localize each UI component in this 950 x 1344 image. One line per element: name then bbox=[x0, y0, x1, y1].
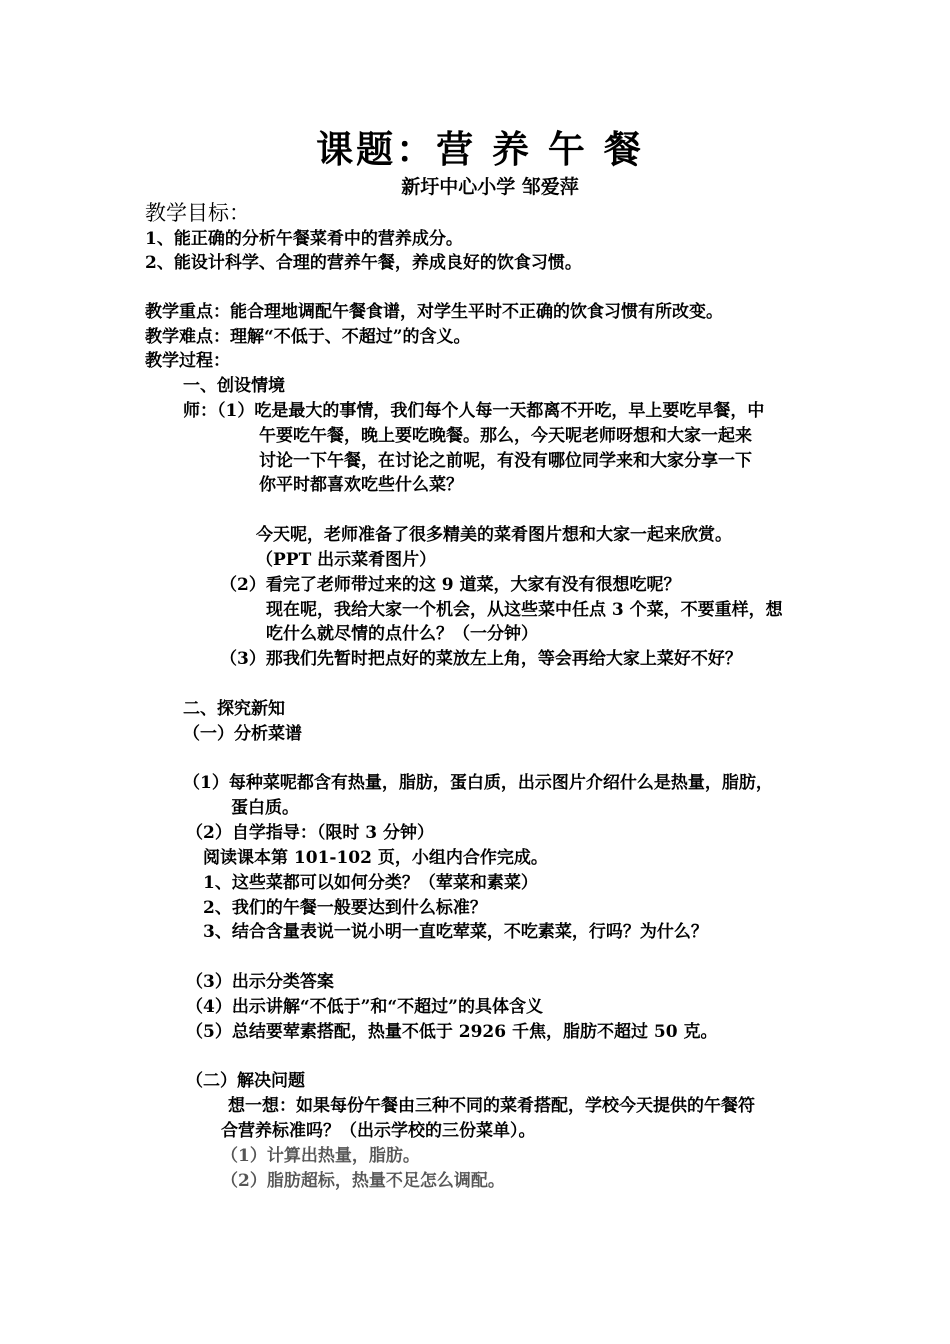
section-heading: 一、创设情境 bbox=[183, 376, 285, 396]
paragraph-line: 阅读课本第 101-102 页，小组内合作完成。 bbox=[203, 848, 548, 868]
subsection-heading: （一）分析菜谱 bbox=[183, 724, 302, 744]
paragraph-line: （1）每种菜呢都含有热量，脂肪，蛋白质，出示图片介绍什么是热量，脂肪， bbox=[183, 773, 773, 793]
paragraph-line: 想一想：如果每份午餐由三种不同的菜肴搭配，学校今天提供的午餐符 bbox=[228, 1096, 755, 1116]
paragraph-line: 蛋白质。 bbox=[231, 798, 299, 818]
difficulty: 教学难点：理解“不低于、不超过”的含义。 bbox=[145, 327, 471, 347]
paragraph-line: 讨论一下午餐，在讨论之前呢，有没有哪位同学来和大家分享一下 bbox=[259, 451, 752, 471]
paragraph-line: 午要吃午餐，晚上要吃晚餐。那么，今天呢老师呀想和大家一起来 bbox=[259, 426, 752, 446]
paragraph-line: （2）看完了老师带过来的这 9 道菜，大家有没有很想吃呢？ bbox=[220, 575, 681, 595]
paragraph-line: 现在呢，我给大家一个机会，从这些菜中任点 3 个菜，不要重样，想 bbox=[266, 600, 783, 620]
paragraph-line: 师：（1）吃是最大的事情，我们每个人每一天都离不开吃，早上要吃早餐，中 bbox=[183, 401, 765, 421]
subsection-heading: （二）解决问题 bbox=[186, 1071, 305, 1091]
objective-item: 1、能正确的分析午餐菜肴中的营养成分。 bbox=[145, 229, 463, 249]
paragraph-line: 今天呢，老师准备了很多精美的菜肴图片想和大家一起来欣赏。 bbox=[256, 525, 732, 545]
question-item: 2、我们的午餐一般要达到什么标准？ bbox=[203, 898, 487, 918]
question-item: 1、这些菜都可以如何分类？（荤菜和素菜） bbox=[203, 873, 538, 893]
paragraph-line: 吃什么就尽情的点什么？（一分钟） bbox=[266, 624, 538, 644]
paragraph-line: （3）那我们先暂时把点好的菜放左上角，等会再给大家上菜好不好？ bbox=[220, 649, 742, 669]
section-heading: 二、探究新知 bbox=[183, 699, 285, 719]
process-heading: 教学过程： bbox=[145, 351, 230, 371]
key-point: 教学重点：能合理地调配午餐食谱，对学生平时不正确的饮食习惯有所改变。 bbox=[145, 302, 723, 322]
objective-item: 2、能设计科学、合理的营养午餐，养成良好的饮食习惯。 bbox=[145, 253, 582, 273]
page-title: 课题：营 养 午 餐 bbox=[316, 127, 644, 171]
list-item: （2）自学指导：（限时 3 分钟） bbox=[186, 823, 434, 843]
objectives-heading: 教学目标： bbox=[145, 201, 250, 225]
task-item: （2）脂肪超标，热量不足怎么调配。 bbox=[221, 1171, 505, 1191]
task-item: （1）计算出热量，脂肪。 bbox=[221, 1146, 420, 1166]
author-line: 新圩中心小学 邹爱萍 bbox=[401, 176, 579, 198]
question-item: 3、结合含量表说一说小明一直吃荤菜，不吃素菜，行吗？为什么？ bbox=[203, 922, 708, 942]
list-item: （4）出示讲解“不低于”和“不超过”的具体含义 bbox=[186, 997, 543, 1017]
paragraph-line: 合营养标准吗？（出示学校的三份菜单）。 bbox=[221, 1121, 536, 1141]
list-item: （5）总结要荤素搭配，热量不低于 2926 千焦，脂肪不超过 50 克。 bbox=[186, 1022, 718, 1042]
list-item: （3）出示分类答案 bbox=[186, 972, 334, 992]
paragraph-line: 你平时都喜欢吃些什么菜？ bbox=[259, 475, 463, 495]
paragraph-line: （PPT 出示菜肴图片） bbox=[256, 550, 437, 570]
